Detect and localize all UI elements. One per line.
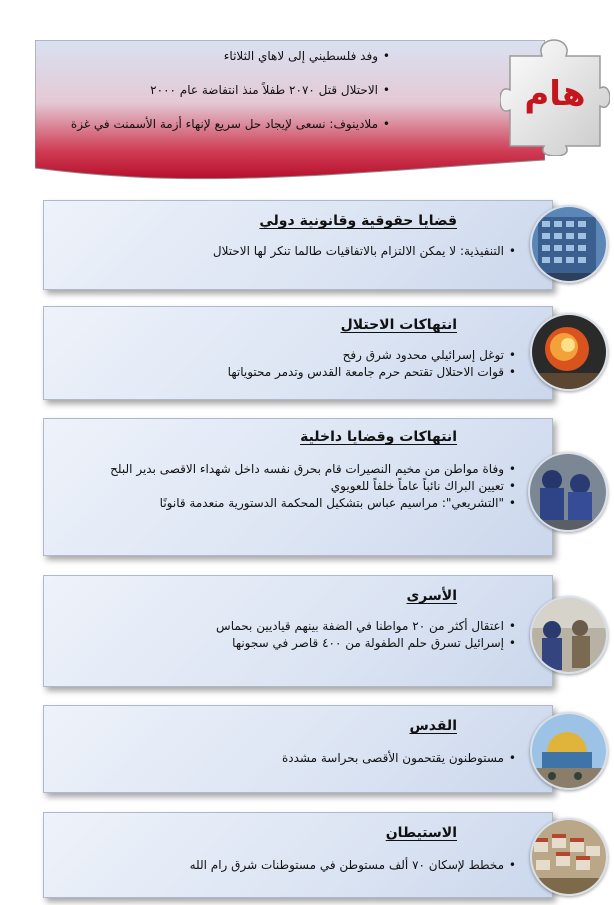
section-items bbox=[56, 857, 516, 874]
section-international-law bbox=[43, 200, 553, 290]
section-items bbox=[56, 243, 516, 260]
important-banner bbox=[35, 40, 545, 180]
icc-building-icon bbox=[530, 205, 608, 283]
section-items bbox=[56, 618, 516, 652]
news-item[interactable]: • مستوطنون يقتحمون الأقصى بحراسة مشددة bbox=[56, 750, 516, 767]
dome-of-the-rock-icon bbox=[530, 712, 608, 790]
explosion-icon bbox=[530, 313, 608, 391]
important-item[interactable]: • ملادينوف: نسعى لإيجاد حل سريع لإنهاء أزمة الأسمنت في غزة bbox=[0, 116, 390, 133]
important-item[interactable]: • وفد فلسطيني إلى لاهاي الثلاثاء bbox=[0, 48, 390, 65]
section-title: الاستيطان bbox=[385, 825, 457, 841]
important-item[interactable]: • الاحتلال قتل ٢٠٧٠ طفلاً منذ انتفاضة عام ٢٠٠٠ bbox=[0, 82, 390, 99]
news-item[interactable]: • وفاة مواطن من مخيم النصيرات قام بحرق نفسه داخل شهداء الاقصى بدير البلح bbox=[56, 461, 516, 478]
news-item[interactable]: • مخطط لإسكان ٧٠ ألف مستوطن في مستوطنات شرق رام الله bbox=[56, 857, 516, 874]
security-forces-icon bbox=[528, 452, 608, 532]
prisoners-icon bbox=[530, 596, 608, 674]
section-title: القدس bbox=[409, 718, 457, 734]
section-occupation-violations bbox=[43, 306, 553, 400]
section-items bbox=[56, 461, 516, 512]
news-item[interactable]: • اعتقال أكثر من ٢٠ مواطنا في الضفة بينهم قياديين بحماس bbox=[56, 618, 516, 635]
section-items bbox=[56, 750, 516, 767]
section-title: الأسرى bbox=[406, 588, 457, 604]
section-items bbox=[56, 347, 516, 381]
important-label: هام bbox=[524, 74, 586, 114]
section-title: انتهاكات وقضايا داخلية bbox=[300, 429, 457, 445]
news-item[interactable]: • إسرائيل تسرق حلم الطفولة من ٤٠٠ قاصر في سجونها bbox=[56, 635, 516, 652]
section-settlement bbox=[43, 812, 553, 898]
news-item[interactable]: • تعيين البراك نائباً عاماً خلفاً للعويوي bbox=[56, 478, 516, 495]
news-item[interactable]: • التنفيذية: لا يمكن الالتزام بالاتفاقيات طالما تنكر لها الاحتلال bbox=[56, 243, 516, 260]
section-title: انتهاكات الاحتلال bbox=[340, 317, 457, 333]
important-badge bbox=[500, 38, 610, 156]
important-news-list bbox=[0, 48, 390, 150]
section-prisoners bbox=[43, 575, 553, 687]
news-item[interactable]: • "التشريعي": مراسيم عباس بتشكيل المحكمة الدستورية منعدمة قانونًا bbox=[56, 495, 516, 512]
section-title: قضايا حقوقية وقانونية دولي bbox=[259, 213, 457, 229]
section-internal-affairs bbox=[43, 418, 553, 556]
section-jerusalem bbox=[43, 705, 553, 793]
settlement-icon bbox=[530, 818, 608, 896]
news-item[interactable]: • قوات الاحتلال تقتحم حرم جامعة القدس وتدمر محتوياتها bbox=[56, 364, 516, 381]
news-item[interactable]: • توغل إسرائيلي محدود شرق رفح bbox=[56, 347, 516, 364]
